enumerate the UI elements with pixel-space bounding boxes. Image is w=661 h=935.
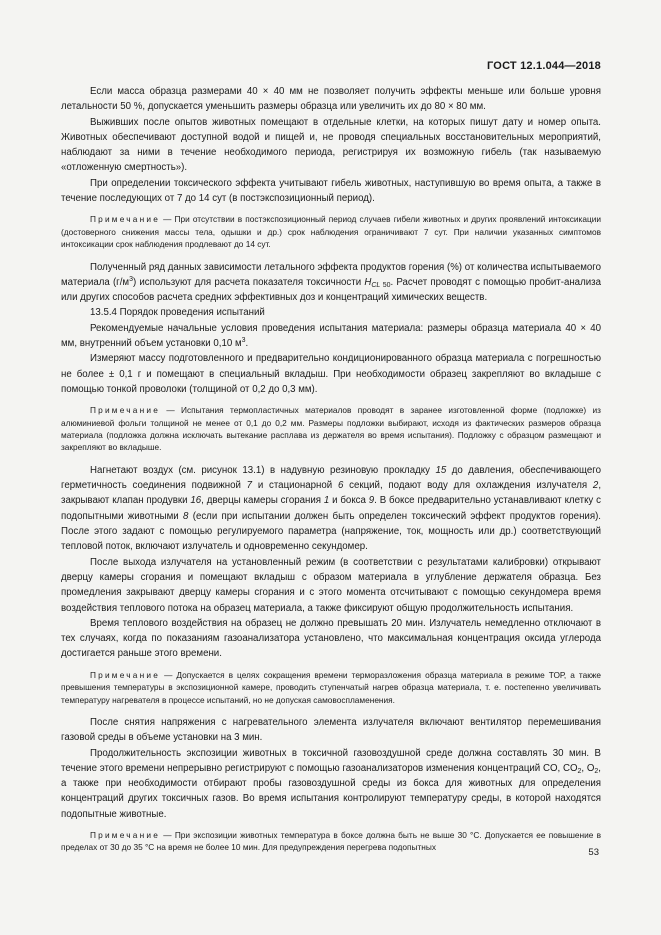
paragraph-text: , закрывают клапан продувки (61, 480, 602, 507)
note (61, 404, 601, 454)
section-heading: 13.5.4 Порядок проведения испытаний (90, 307, 265, 319)
paragraph-text: . (245, 338, 249, 350)
note-label: Примечание (90, 405, 161, 416)
subscript: 2 (577, 767, 582, 775)
note-dash: — (160, 830, 175, 841)
superscript: 3 (241, 337, 246, 345)
note-text: При отсутствии в постэкспозиционный период случаев гибели животных и других проявлений интоксикации (достоверного снижения массы тела, одышки и др.) срок наблюдения ограничивают 7 сут. При наличии указанных симптомов интоксикации срок наблюдения продлевают до 14 сут. (61, 214, 601, 250)
subscript-text: CL (371, 281, 381, 289)
paragraph (61, 463, 601, 555)
paragraph (61, 260, 601, 306)
paragraph-text: Продолжительность экспозиции животных в токсичной газовоздушной среде должна составлять 30 мин. В течение этого времени непрерывно регистрируют с помощью газоанализаторов изменения концентраций CO, CO (61, 747, 601, 774)
note-text: Допускается в целях сокращения времени терморазложения образца материала в режиме ТОР, а также превышения температуры в экспозиционной камере, проводить ступенчатый нагрев образца материала, т. е. постепенно увеличивать температуру нагревателя в процессе испытаний, но не допуская самовоспламенения. (61, 669, 601, 705)
note-label: Примечание (90, 669, 161, 680)
page-body (61, 84, 601, 863)
note-dash: — (160, 405, 182, 416)
figure-ref-number: 7 (246, 480, 253, 492)
note-dash: — (160, 214, 175, 225)
paragraph: Выживших после опытов животных помещают в отдельные клетки, на которых пишут дату и номер опыта. Животных обеспечивают доступной водой и пищей и, не проводя специальных восстановительных мероприятий, наблюдают за ними в течение необходимого периода, регистрируя их возможную гибель (так называемую «отложенную смертность»). (61, 116, 601, 174)
paragraph-text: , дверцы камеры сгорания (201, 495, 324, 507)
paragraph-text: . В боксе предварительно устанавливают клетку с подопытными животными (61, 495, 601, 522)
paragraph-text: Полученный ряд данных зависимости летального эффекта продуктов горения (%) от количества испытываемого материала (г/м (61, 261, 601, 288)
paragraph-text: ) используют для расчета показателя токсичности (132, 276, 362, 288)
paragraph: При определении токсического эффекта учитывают гибель животных, наступившую во время опыта, а также в течение последующих от 7 до 14 сут (в постэкспозиционный период). (61, 177, 601, 205)
paragraph-text: до давления, обеспечивающего герметичность соединения подвижной (61, 464, 601, 492)
paragraph-text: . Расчет проводят с помощью пробит-анализа или других способов расчета средних эффективных доз и концентраций химических веществ. (61, 276, 601, 304)
document-header: ГОСТ 12.1.044—2018 (487, 60, 601, 72)
subscript-text: 50 (382, 281, 391, 289)
figure-ref-number: 16 (190, 495, 202, 507)
figure-ref-number: 8 (183, 510, 189, 522)
note-text: Испытания термопластичных материалов проводят в заранее изготовленной форме (подложке) из алюминиевой фольги толщиной не менее от 0,1 до 0,2 мм. Размеры подложки выбирают, исходя из фактических размеров образца материала (подложка должна исключать вытекание расплава из держателя во время испытания). Подложку с образцом размещают и закрепляют во вкладыше. (61, 405, 601, 453)
note (61, 829, 601, 854)
paragraph (61, 321, 601, 352)
paragraph: После выхода излучателя на установленный режим (в соответствии с результатами калибровки) открывают дверцу камеры сгорания и помещают вкладыш с образом материала в углубление держателя образца. Без промедления закрывают дверцу камеры сгорания и с этого момента отсчитывают с помощью секундомера время воздействия теплового потока на образец материала, а также фиксируют общую продолжительность испытания. (61, 556, 601, 614)
note-text: При экспозиции животных температура в боксе должна быть не выше 30 °С. Допускается ее повышение в пределах от 30 до 35 °С на время не более 10 мин. Для предупреждения перегрева подопытных (61, 830, 601, 853)
paragraph-text: (если при испытании должен быть определен токсический эффект продуктов горения). После этого задают с помощью регулируемого параметра (напряжение, ток, мощность или др.) соответствующий тепловой поток, включают излучатель и одновременно секундомер. (61, 510, 601, 553)
paragraph: После снятия напряжения с нагревательного элемента излучателя включают вентилятор перемешивания газовой среды в объеме установки на 3 мин. (61, 716, 601, 744)
note (61, 213, 601, 250)
paragraph: Измеряют массу подготовленного и предварительно кондиционированного образца материала с погрешностью не более ± 0,1 г и помещают в специальный вкладыш. При необходимости образец закрепляют во вкладыше с помощью тонкой проволоки (толщиной от 0,2 до 0,3 мм). (61, 353, 601, 395)
note-label: Примечание (90, 830, 161, 841)
page-number: 53 (588, 847, 599, 858)
paragraph: Время теплового воздействия на образец не должно превышать 20 мин. Излучатель немедленно отключают в тех случаях, когда по показаниям газоанализатора установлено, что максимальная концентрация оксида углерода достигается раньше этого времени. (61, 617, 601, 660)
toxicity-subscript (371, 282, 390, 289)
toxicity-symbol: H (364, 276, 372, 288)
paragraph-text: и бокса (329, 495, 369, 507)
note-label: Примечание (90, 214, 161, 225)
figure-ref-number: 15 (435, 464, 447, 476)
figure-ref-number: 1 (323, 495, 330, 507)
paragraph-text: и стационарной (252, 480, 338, 492)
superscript: 3 (129, 275, 133, 283)
paragraph-text: , O (581, 762, 595, 774)
figure-ref-number: 6 (337, 480, 344, 492)
figure-ref-number: 9 (368, 495, 375, 507)
note (61, 669, 601, 706)
paragraph (61, 746, 601, 822)
paragraph-text: Рекомендуемые начальные условия проведения испытания материала: размеры образца материала 40 × 40 мм, внутренний объем установки 0,10 м (61, 322, 601, 350)
note-dash: — (160, 669, 177, 680)
paragraph-text: секций, подают воду для охлаждения излучателя (343, 480, 593, 492)
figure-ref-number: 2 (592, 480, 599, 492)
subscript: 2 (594, 767, 599, 775)
paragraph: Если масса образца размерами 40 × 40 мм не позволяет получить эффекты меньше или больше уровня летальности 50 %, допускается уменьшить размеры образца или увеличить их до 80 × 80 мм. (61, 86, 601, 113)
paragraph-text: Нагнетают воздух (см. рисунок 13.1) в надувную резиновую прокладку (90, 464, 436, 476)
paragraph-text: , а также при необходимости отбирают пробы газовоздушной среды из бокса для животных для определения концентраций других токсичных газов. Во время испытания контролируют температуру среды, в которой находятся подопытные животные. (61, 762, 601, 820)
